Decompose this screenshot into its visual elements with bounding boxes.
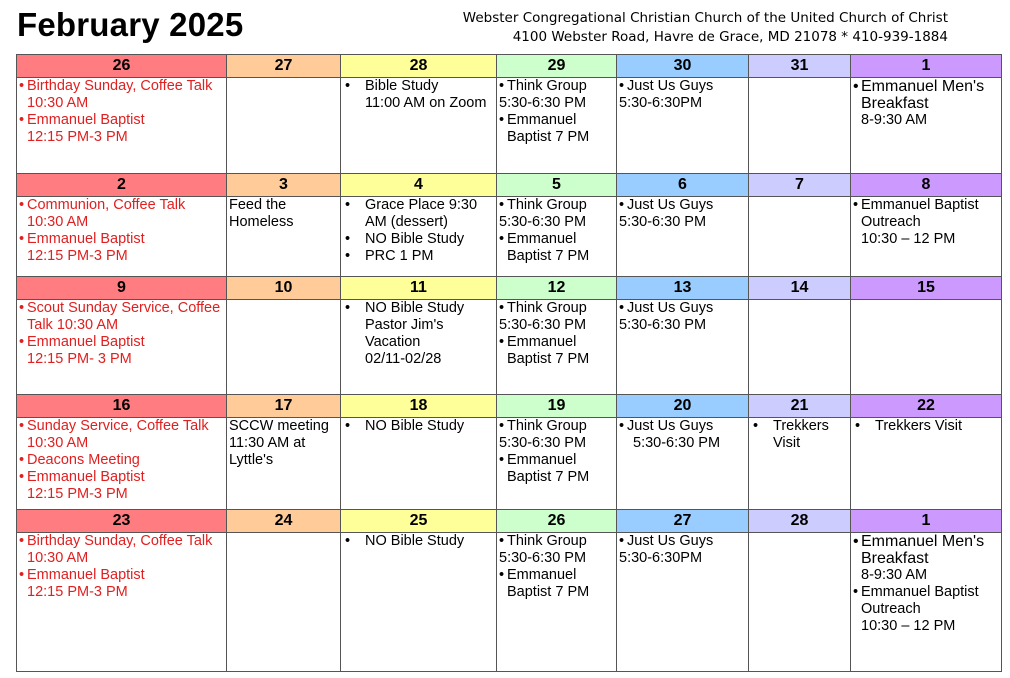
- day-cell-sun: [17, 533, 227, 672]
- bullet-icon: •: [499, 334, 505, 350]
- event-item: [341, 197, 496, 231]
- event-text: AM (dessert): [365, 214, 448, 230]
- day-cell-tue: [341, 78, 497, 174]
- bullet-icon: •: [499, 418, 505, 434]
- bullet-icon: •: [345, 533, 351, 549]
- event-text: Scout Sunday Service, Coffee: [27, 300, 221, 316]
- event-text: Think Group: [507, 418, 587, 434]
- event-text: 5:30-6:30 PM: [499, 95, 587, 111]
- event-text: 12:15 PM-3 PM: [27, 584, 128, 600]
- event-list: [617, 300, 748, 334]
- event-item: [749, 418, 850, 452]
- bullet-icon: •: [499, 567, 505, 583]
- date-cell: 7: [749, 174, 851, 197]
- event-item: [341, 418, 496, 435]
- day-cell-wed: [497, 197, 617, 277]
- event-text: Think Group: [507, 78, 587, 94]
- event-list: [17, 78, 226, 146]
- day-cell-sun: [17, 78, 227, 174]
- week-4-header: [17, 395, 1002, 418]
- event-text: Emmanuel Baptist: [27, 334, 145, 350]
- event-item: [17, 533, 226, 567]
- event-list: [617, 418, 748, 452]
- day-cell-thu: [617, 197, 749, 277]
- bullet-icon: •: [19, 567, 25, 583]
- event-text: Emmanuel Baptist: [27, 567, 145, 583]
- calendar-grid: [16, 54, 1002, 672]
- calendar-title: February 2025: [17, 6, 244, 43]
- event-item: [17, 567, 226, 601]
- event-text: 5:30-6:30 PM: [619, 214, 707, 230]
- event-list: [341, 300, 496, 368]
- event-list: [497, 78, 616, 146]
- date-cell: 8: [851, 174, 1002, 197]
- date-cell: 4: [341, 174, 497, 197]
- event-item: [497, 112, 616, 146]
- event-text: 10:30 – 12 PM: [861, 231, 956, 247]
- event-text: Grace Place 9:30: [365, 197, 478, 213]
- event-text: 10:30 AM: [27, 435, 89, 451]
- date-cell: 27: [227, 55, 341, 78]
- event-list: [17, 197, 226, 265]
- event-list: [17, 533, 226, 601]
- event-text: Just Us Guys: [627, 533, 714, 549]
- event-text: Breakfast: [861, 550, 929, 567]
- bullet-icon: •: [19, 197, 25, 213]
- event-text: Emmanuel: [507, 452, 577, 468]
- event-text: Baptist 7 PM: [507, 351, 590, 367]
- date-cell: 10: [227, 277, 341, 300]
- bullet-icon: •: [499, 300, 505, 316]
- bullet-icon: •: [499, 112, 505, 128]
- bullet-icon: •: [855, 418, 861, 434]
- event-item: [851, 112, 1001, 129]
- date-cell: 11: [341, 277, 497, 300]
- day-cell-wed: [497, 300, 617, 395]
- bullet-icon: •: [345, 300, 351, 316]
- week-3-header: [17, 277, 1002, 300]
- event-text: 5:30-6:30 PM: [499, 214, 587, 230]
- event-text: Emmanuel: [507, 112, 577, 128]
- event-item: [17, 469, 226, 503]
- event-item: [617, 300, 748, 317]
- date-cell: 16: [17, 395, 227, 418]
- event-item: [17, 452, 226, 469]
- event-item: [341, 300, 496, 368]
- event-text: 12:15 PM- 3 PM: [27, 351, 132, 367]
- bullet-icon: •: [853, 584, 859, 600]
- date-cell: 28: [749, 510, 851, 533]
- event-text: 5:30-6:30 PM: [499, 435, 587, 451]
- event-list: [17, 418, 226, 503]
- event-list: [497, 533, 616, 601]
- event-text: 12:15 PM-3 PM: [27, 486, 128, 502]
- event-text: Emmanuel Baptist: [861, 584, 979, 600]
- bullet-icon: •: [853, 78, 859, 95]
- event-text: SCCW meeting: [229, 418, 329, 434]
- event-list: [617, 197, 748, 231]
- date-cell: 17: [227, 395, 341, 418]
- bullet-icon: •: [619, 533, 625, 549]
- event-list: [341, 533, 496, 550]
- event-item: [617, 78, 748, 95]
- event-item: [851, 418, 1001, 435]
- event-item: [617, 418, 748, 452]
- event-text: 11:30 AM at: [229, 435, 306, 451]
- event-text: 10:30 AM: [27, 550, 89, 566]
- event-text: 5:30-6:30 PM: [499, 317, 587, 333]
- event-list: [497, 197, 616, 265]
- day-cell-sat: [851, 418, 1002, 510]
- event-item: [497, 300, 616, 317]
- day-cell-fri: [749, 418, 851, 510]
- date-cell: 13: [617, 277, 749, 300]
- bullet-icon: •: [499, 197, 505, 213]
- day-cell-sun: [17, 418, 227, 510]
- event-item: [341, 231, 496, 248]
- day-cell-thu: [617, 300, 749, 395]
- day-cell-fri: [749, 197, 851, 277]
- bullet-icon: •: [753, 418, 759, 434]
- day-cell-fri: [749, 300, 851, 395]
- event-list: [341, 197, 496, 265]
- event-text: Talk 10:30 AM: [27, 317, 119, 333]
- event-text: Just Us Guys: [627, 197, 714, 213]
- day-cell-mon: [227, 418, 341, 510]
- bullet-icon: •: [499, 231, 505, 247]
- week-5-header: [17, 510, 1002, 533]
- event-list: [227, 197, 340, 231]
- event-text: NO Bible Study: [365, 231, 465, 247]
- event-text: Just Us Guys: [627, 300, 714, 316]
- day-cell-fri: [749, 533, 851, 672]
- day-cell-thu: [617, 533, 749, 672]
- event-text: Pastor Jim's: [365, 317, 444, 333]
- day-cell-sat: [851, 197, 1002, 277]
- event-text: Emmanuel: [507, 567, 577, 583]
- bullet-icon: •: [19, 78, 25, 94]
- event-list: [497, 418, 616, 486]
- bullet-icon: •: [345, 78, 351, 94]
- event-text: Emmanuel Baptist: [27, 469, 145, 485]
- day-cell-sun: [17, 197, 227, 277]
- date-cell: 18: [341, 395, 497, 418]
- event-item: [17, 112, 226, 146]
- event-item: [497, 452, 616, 486]
- date-cell: 25: [341, 510, 497, 533]
- event-text: Think Group: [507, 533, 587, 549]
- event-item: [497, 533, 616, 550]
- date-cell: 1: [851, 55, 1002, 78]
- event-text: Emmanuel: [507, 334, 577, 350]
- bullet-icon: •: [619, 78, 625, 94]
- date-cell: 20: [617, 395, 749, 418]
- day-cell-wed: [497, 533, 617, 672]
- week-5-events: [17, 533, 1002, 672]
- day-cell-sat: [851, 533, 1002, 672]
- event-text: Birthday Sunday, Coffee Talk: [27, 78, 213, 94]
- event-item: [17, 418, 226, 452]
- event-text: Outreach: [861, 214, 921, 230]
- day-cell-mon: [227, 300, 341, 395]
- event-text: Emmanuel Men's: [861, 78, 985, 95]
- event-list: [497, 300, 616, 368]
- event-text: 12:15 PM-3 PM: [27, 248, 128, 264]
- event-text: 8-9:30 AM: [861, 112, 928, 128]
- event-item: [851, 533, 1001, 567]
- bullet-icon: •: [19, 452, 25, 468]
- event-text: Trekkers Visit: [875, 418, 963, 434]
- event-item: [851, 584, 1001, 635]
- event-text: PRC 1 PM: [365, 248, 434, 264]
- event-text: Breakfast: [861, 95, 929, 112]
- event-text: Vacation: [365, 334, 421, 350]
- event-list: [851, 418, 1001, 435]
- event-item: [17, 334, 226, 368]
- event-text: Homeless: [229, 214, 294, 230]
- event-list: [851, 78, 1001, 129]
- event-list: [17, 300, 226, 368]
- day-cell-tue: [341, 300, 497, 395]
- week-1-events: [17, 78, 1002, 174]
- event-item: [341, 533, 496, 550]
- event-list: [851, 533, 1001, 635]
- event-item: [497, 78, 616, 95]
- event-list: [341, 78, 496, 112]
- bullet-icon: •: [619, 418, 625, 434]
- date-cell: 26: [17, 55, 227, 78]
- day-cell-fri: [749, 78, 851, 174]
- event-text: 12:15 PM-3 PM: [27, 129, 128, 145]
- bullet-icon: •: [499, 452, 505, 468]
- day-cell-mon: [227, 78, 341, 174]
- event-item: [17, 300, 226, 334]
- week-4-events: [17, 418, 1002, 510]
- event-text: 5:30-6:30PM: [619, 95, 703, 111]
- event-item: [341, 248, 496, 265]
- bullet-icon: •: [19, 533, 25, 549]
- date-cell: 3: [227, 174, 341, 197]
- day-cell-mon: [227, 533, 341, 672]
- bullet-icon: •: [19, 418, 25, 434]
- event-item: [497, 197, 616, 214]
- event-text: Communion, Coffee Talk: [27, 197, 186, 213]
- week-2-header: [17, 174, 1002, 197]
- event-text: Sunday Service, Coffee Talk: [27, 418, 209, 434]
- bullet-icon: •: [619, 197, 625, 213]
- event-text: Baptist 7 PM: [507, 584, 590, 600]
- event-text: 5:30-6:30PM: [619, 550, 703, 566]
- event-text: Emmanuel Baptist: [27, 231, 145, 247]
- day-cell-sat: [851, 300, 1002, 395]
- event-list: [749, 418, 850, 452]
- day-cell-mon: [227, 197, 341, 277]
- event-item: [851, 567, 1001, 584]
- event-text: Just Us Guys: [627, 418, 714, 434]
- bullet-icon: •: [619, 300, 625, 316]
- bullet-icon: •: [19, 112, 25, 128]
- event-list: [617, 533, 748, 567]
- date-cell: 15: [851, 277, 1002, 300]
- event-text: Birthday Sunday, Coffee Talk: [27, 533, 213, 549]
- event-list: [341, 418, 496, 435]
- event-item: [851, 78, 1001, 112]
- event-text: Lyttle's: [229, 452, 274, 468]
- event-item: [17, 231, 226, 265]
- date-cell: 1: [851, 510, 1002, 533]
- day-cell-sun: [17, 300, 227, 395]
- event-item: [341, 78, 496, 112]
- event-item: [497, 231, 616, 265]
- event-item: [851, 197, 1001, 248]
- church-info: [463, 9, 948, 47]
- event-text: NO Bible Study: [365, 300, 465, 316]
- event-text: 02/11-02/28: [365, 351, 442, 367]
- date-cell: 30: [617, 55, 749, 78]
- event-text: Baptist 7 PM: [507, 129, 590, 145]
- event-text: 8-9:30 AM: [861, 567, 928, 583]
- event-item: [17, 78, 226, 112]
- church-name: Webster Congregational Christian Church of the United Church of Christ: [462, 10, 948, 26]
- event-text: Outreach: [861, 601, 921, 617]
- day-cell-wed: [497, 418, 617, 510]
- day-cell-wed: [497, 78, 617, 174]
- event-text: 5:30-6:30 PM: [619, 317, 707, 333]
- date-cell: 6: [617, 174, 749, 197]
- date-cell: 22: [851, 395, 1002, 418]
- week-2-events: [17, 197, 1002, 277]
- event-text: Emmanuel Men's: [861, 533, 985, 550]
- day-cell-tue: [341, 533, 497, 672]
- event-text: Feed the: [229, 197, 287, 213]
- date-cell: 28: [341, 55, 497, 78]
- date-cell: 23: [17, 510, 227, 533]
- event-text: Visit: [773, 435, 801, 451]
- event-text: Think Group: [507, 197, 587, 213]
- bullet-icon: •: [853, 197, 859, 213]
- event-text: Emmanuel: [507, 231, 577, 247]
- date-cell: 27: [617, 510, 749, 533]
- event-text: Bible Study: [365, 78, 439, 94]
- date-cell: 29: [497, 55, 617, 78]
- event-text: 10:30 AM: [27, 214, 89, 230]
- event-text: Deacons Meeting: [27, 452, 140, 468]
- date-cell: 9: [17, 277, 227, 300]
- day-cell-tue: [341, 197, 497, 277]
- event-text: 10:30 AM: [27, 95, 89, 111]
- event-item: [617, 197, 748, 214]
- bullet-icon: •: [853, 533, 859, 550]
- event-item: [497, 567, 616, 601]
- event-text: NO Bible Study: [365, 533, 465, 549]
- event-text: 5:30-6:30 PM: [633, 435, 721, 451]
- date-cell: 12: [497, 277, 617, 300]
- bullet-icon: •: [345, 418, 351, 434]
- date-cell: 14: [749, 277, 851, 300]
- day-cell-tue: [341, 418, 497, 510]
- event-list: [851, 197, 1001, 248]
- week-1-header: [17, 55, 1002, 78]
- bullet-icon: •: [19, 469, 25, 485]
- event-text: Emmanuel Baptist: [861, 197, 979, 213]
- event-text: 5:30-6:30 PM: [499, 550, 587, 566]
- event-item: [617, 533, 748, 550]
- bullet-icon: •: [345, 197, 351, 213]
- date-cell: 5: [497, 174, 617, 197]
- date-cell: 2: [17, 174, 227, 197]
- event-item: [497, 418, 616, 435]
- bullet-icon: •: [19, 231, 25, 247]
- day-cell-thu: [617, 418, 749, 510]
- event-list: [617, 78, 748, 112]
- date-cell: 21: [749, 395, 851, 418]
- bullet-icon: •: [345, 248, 351, 264]
- bullet-icon: •: [19, 334, 25, 350]
- date-cell: 31: [749, 55, 851, 78]
- bullet-icon: •: [19, 300, 25, 316]
- event-item: [17, 197, 226, 231]
- event-text: 10:30 – 12 PM: [861, 618, 956, 634]
- event-text: 11:00 AM on Zoom: [365, 95, 487, 111]
- event-text: Baptist 7 PM: [507, 248, 590, 264]
- event-text: Emmanuel Baptist: [27, 112, 145, 128]
- event-text: Just Us Guys: [627, 78, 714, 94]
- date-cell: 24: [227, 510, 341, 533]
- event-text: Baptist 7 PM: [507, 469, 590, 485]
- bullet-icon: •: [499, 533, 505, 549]
- date-cell: 19: [497, 395, 617, 418]
- church-address: 4100 Webster Road, Havre de Grace, MD 21078 * 410-939-1884: [512, 29, 948, 45]
- bullet-icon: •: [499, 78, 505, 94]
- bullet-icon: •: [345, 231, 351, 247]
- event-text: NO Bible Study: [365, 418, 465, 434]
- event-list: [227, 418, 340, 469]
- event-text: Think Group: [507, 300, 587, 316]
- date-cell: 26: [497, 510, 617, 533]
- week-3-events: [17, 300, 1002, 395]
- day-cell-sat: [851, 78, 1002, 174]
- event-text: Trekkers: [773, 418, 829, 434]
- day-cell-thu: [617, 78, 749, 174]
- event-item: [497, 334, 616, 368]
